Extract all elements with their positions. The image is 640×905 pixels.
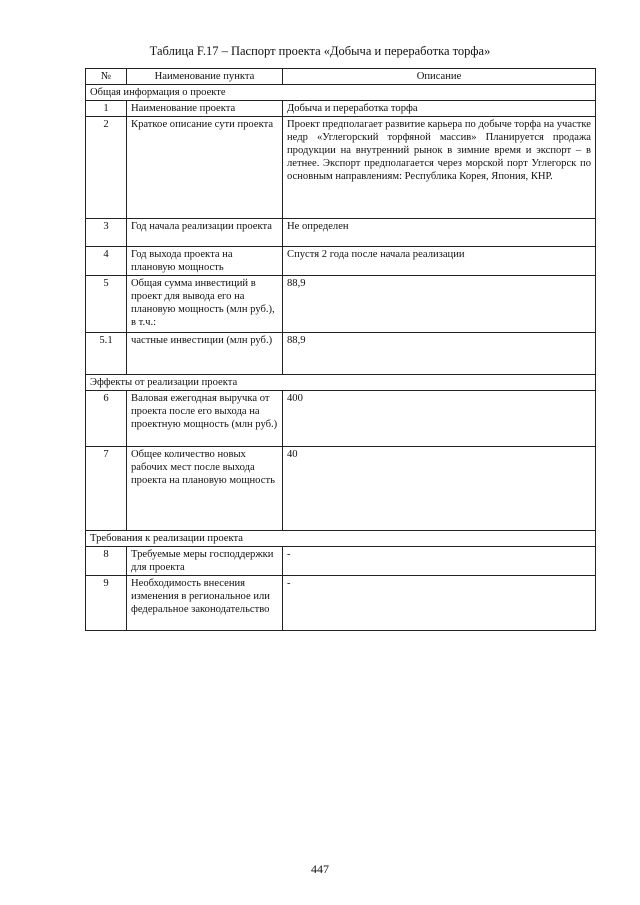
- project-passport-table: [85, 68, 596, 631]
- row-number: 5: [86, 276, 127, 333]
- row-description: 400: [283, 391, 596, 447]
- page-number: 447: [311, 862, 329, 876]
- row-item: Год выхода проекта на плановую мощность: [127, 247, 283, 276]
- header-num: №: [86, 69, 127, 85]
- section-title: Требования к реализации проекта: [86, 531, 596, 547]
- row-description: Спустя 2 года после начала реализации: [283, 247, 596, 276]
- row-number: 8: [86, 547, 127, 576]
- row-description: Не определен: [283, 219, 596, 247]
- table-row: [86, 576, 596, 631]
- row-number: 2: [86, 117, 127, 219]
- table-row: [86, 219, 596, 247]
- row-item: Краткое описание сути проекта: [127, 117, 283, 219]
- section-row-requirements: [86, 531, 596, 547]
- row-item: Необходимость внесения изменения в региональное или федеральное законодательство: [127, 576, 283, 631]
- table-row: [86, 333, 596, 375]
- header-item: Наименование пункта: [127, 69, 283, 85]
- table-row: [86, 547, 596, 576]
- section-title: Общая информация о проекте: [86, 85, 596, 101]
- row-description: 88,9: [283, 333, 596, 375]
- row-item: Валовая ежегодная выручка от проекта после его выхода на проектную мощность (млн руб.): [127, 391, 283, 447]
- table-caption: Таблица F.17 – Паспорт проекта «Добыча и переработка торфа»: [149, 44, 491, 58]
- section-row-general: [86, 85, 596, 101]
- row-number: 3: [86, 219, 127, 247]
- header-desc: Описание: [283, 69, 596, 85]
- header-row: [86, 69, 596, 85]
- row-item: частные инвестиции (млн руб.): [127, 333, 283, 375]
- row-description: -: [283, 547, 596, 576]
- row-description: Добыча и переработка торфа: [283, 101, 596, 117]
- row-number: 1: [86, 101, 127, 117]
- row-number: 6: [86, 391, 127, 447]
- row-number: 5.1: [86, 333, 127, 375]
- section-row-effects: [86, 375, 596, 391]
- table-row: [86, 117, 596, 219]
- table-row: [86, 276, 596, 333]
- row-number: 7: [86, 447, 127, 531]
- row-item: Общее количество новых рабочих мест после выхода проекта на плановую мощность: [127, 447, 283, 531]
- table-row: [86, 391, 596, 447]
- row-description: 88,9: [283, 276, 596, 333]
- section-title: Эффекты от реализации проекта: [86, 375, 596, 391]
- table-row: [86, 447, 596, 531]
- row-description: Проект предполагает развитие карьера по добыче торфа на участке недр «Углегорский торфяной массив» Планируется продажа продукции на внутренний рынок в зимние время и экспорт – в летнее. Экспорт предполагается через морской порт Углегорск по основным направлениям: Республика Корея, Япония, КНР.: [283, 117, 596, 219]
- row-description: 40: [283, 447, 596, 531]
- row-number: 9: [86, 576, 127, 631]
- table-row: [86, 101, 596, 117]
- row-item: Требуемые меры господдержки для проекта: [127, 547, 283, 576]
- table-row: [86, 247, 596, 276]
- row-number: 4: [86, 247, 127, 276]
- row-item: Год начала реализации проекта: [127, 219, 283, 247]
- row-description: -: [283, 576, 596, 631]
- row-item: Наименование проекта: [127, 101, 283, 117]
- row-item: Общая сумма инвестиций в проект для вывода его на плановую мощность (млн руб.), в т.ч.:: [127, 276, 283, 333]
